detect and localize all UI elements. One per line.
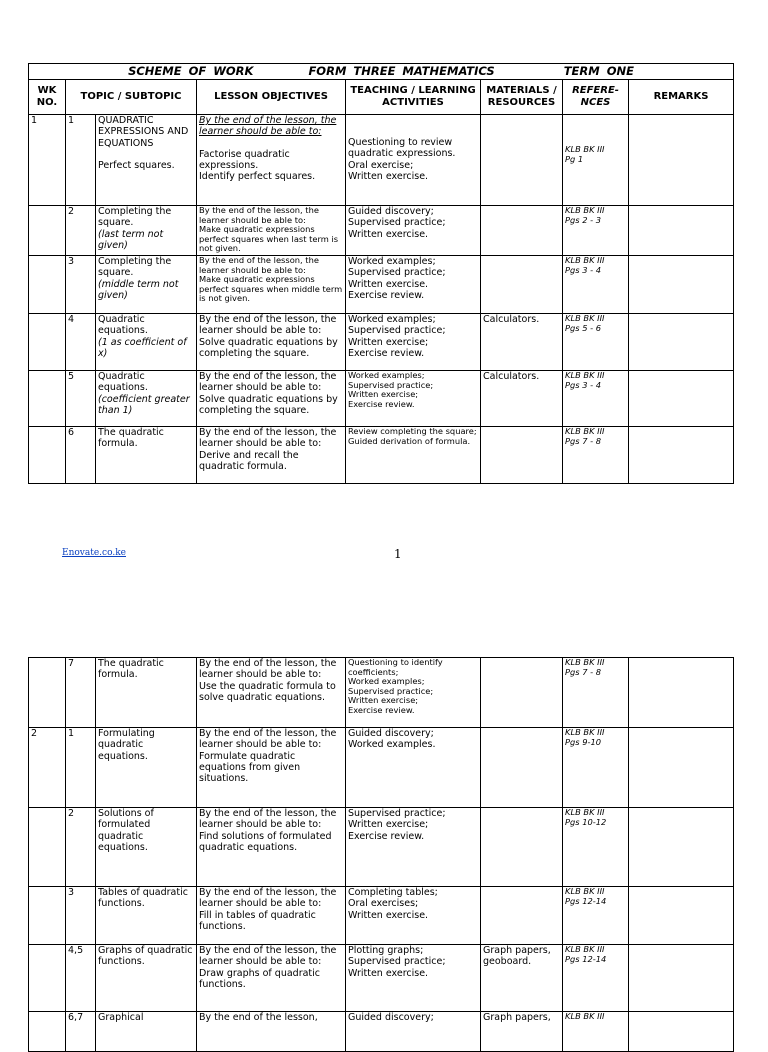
reference-line: KLB BK III (565, 886, 605, 896)
materials-cell (481, 728, 563, 808)
reference-line: Pgs 9-10 (565, 736, 602, 747)
remarks-cell (629, 945, 734, 1012)
remarks-cell (629, 256, 734, 314)
lesson-no-cell: 4,5 (66, 945, 96, 1012)
activity-line: Written exercise. (348, 228, 429, 240)
footer-link[interactable]: Enovate.co.ke (62, 548, 126, 558)
activity-line: Written exercise; (348, 389, 419, 400)
objective-line: By the end of the lesson, the learner should be able to: (199, 427, 337, 450)
reference-cell (563, 658, 629, 728)
remarks-cell (629, 371, 734, 427)
topic-line (98, 149, 194, 160)
reference-line: Pg 1 (565, 153, 584, 164)
topic-note: (coefficient greater than 1) (98, 393, 190, 416)
objective-line: Derive and recall the quadratic formula. (199, 449, 299, 472)
activity-line: Written exercise; (348, 695, 419, 706)
objectives-cell (197, 945, 346, 1012)
activity-line: Supervised practice; (348, 379, 434, 390)
materials-cell (481, 206, 563, 256)
scheme-table-page-2 (28, 657, 734, 1052)
objectives-cell (197, 314, 346, 371)
topic-note: (middle term not given) (98, 278, 179, 301)
topic-line: Completing the square. (98, 256, 172, 279)
week-cell (29, 887, 66, 945)
materials-cell (481, 808, 563, 887)
activity-line: Review completing the square; (348, 426, 477, 436)
objective-line: Formulate quadratic equations from given situations. (199, 750, 301, 785)
activity-line: Supervised practice; (348, 808, 446, 819)
objective-line: By the end of the lesson, the learner should be able to: (199, 205, 319, 225)
title-form: FORM THREE MATHEMATICS (308, 63, 495, 78)
topic-line: QUADRATIC EXPRESSIONS AND EQUATIONS (98, 115, 189, 149)
activity-line: Oral exercise; (348, 159, 414, 171)
objective-line: Make quadratic expressions perfect squares when last term is not given. (199, 224, 339, 254)
activities-cell (346, 206, 481, 256)
reference-line: KLB BK III (565, 313, 605, 323)
reference-line: KLB BK III (565, 1011, 605, 1021)
objectives-cell (197, 256, 346, 314)
topic-note: (1 as coefficient of x) (98, 336, 187, 359)
reference-cell (563, 887, 629, 945)
remarks-cell (629, 314, 734, 371)
activity-line: Questioning to review quadratic expressions. (348, 137, 456, 160)
activity-line: Exercise review. (348, 830, 425, 842)
reference-line: KLB BK III (565, 944, 605, 954)
header-row (29, 80, 734, 115)
objective-line: By the end of the lesson, the learner should be able to: (199, 658, 337, 681)
topic-cell (96, 808, 197, 887)
materials-cell (481, 887, 563, 945)
activities-cell (346, 658, 481, 728)
reference-line: KLB BK III (565, 426, 605, 436)
activity-line: Supervised practice; (348, 325, 446, 337)
week-cell (29, 808, 66, 887)
objective-line: By the end of the lesson, the learner should be able to: (199, 371, 337, 394)
table-row (29, 206, 734, 256)
objective-line: By the end of the lesson, the learner should be able to: (199, 945, 337, 968)
title-scheme: SCHEME OF WORK (128, 63, 254, 78)
reference-line: Pgs 2 - 3 (565, 214, 602, 225)
activities-cell (346, 945, 481, 1012)
week-cell: 1 (29, 115, 66, 206)
col-topic: TOPIC / SUBTOPIC (66, 80, 197, 115)
lesson-no-cell: 7 (66, 658, 96, 728)
topic-cell (96, 728, 197, 808)
week-cell: 2 (29, 728, 66, 808)
remarks-cell (629, 427, 734, 484)
week-cell (29, 427, 66, 484)
objectives-intro: By the end of the lesson, the learner should be able to: (199, 115, 337, 138)
topic-line: Quadratic equations. (98, 371, 148, 394)
table-row (29, 427, 734, 484)
remarks-cell (629, 206, 734, 256)
activity-line: Written exercise; (348, 819, 429, 831)
activity-line: Worked examples; (348, 370, 425, 380)
activity-line: Written exercise. (348, 278, 429, 290)
topic-cell (96, 427, 197, 484)
objectives-cell (197, 887, 346, 945)
topic-cell (96, 256, 197, 314)
reference-cell (563, 206, 629, 256)
activities-cell (346, 115, 481, 206)
topic-cell (96, 658, 197, 728)
week-cell (29, 371, 66, 427)
reference-line: KLB BK III (565, 657, 605, 667)
reference-line: Pgs 3 - 4 (565, 264, 602, 275)
table-row (29, 728, 734, 808)
col-remarks: REMARKS (629, 80, 734, 115)
col-activities: TEACHING / LEARNING ACTIVITIES (346, 80, 481, 115)
table-row (29, 256, 734, 314)
objectives-cell (197, 115, 346, 206)
col-week: WK NO. (29, 80, 66, 115)
reference-line: Pgs 3 - 4 (565, 379, 602, 390)
activities-cell (346, 728, 481, 808)
reference-cell (563, 1012, 629, 1052)
materials-cell (481, 115, 563, 206)
objective-line: Fill in tables of quadratic functions. (199, 909, 316, 932)
objective-line (199, 138, 343, 149)
reference-cell (563, 808, 629, 887)
reference-line: Pgs 12-14 (565, 895, 607, 906)
remarks-cell (629, 1012, 734, 1052)
activity-line: Written exercise; (348, 336, 429, 348)
activity-line: Worked examples; (348, 676, 425, 687)
activity-line: Questioning to identify coefficients; (348, 657, 443, 677)
reference-line: KLB BK III (565, 370, 605, 380)
activity-line: Supervised practice; (348, 685, 434, 696)
objectives-cell (197, 728, 346, 808)
activity-line: Completing tables; (348, 887, 438, 898)
reference-line: Pgs 7 - 8 (565, 666, 602, 677)
title-term: TERM ONE (563, 63, 634, 78)
lesson-no-cell: 2 (66, 808, 96, 887)
activities-cell (346, 808, 481, 887)
week-cell (29, 658, 66, 728)
lesson-no-cell: 6,7 (66, 1012, 96, 1052)
materials-cell: Graph papers, (481, 1012, 563, 1052)
table-row (29, 115, 734, 206)
title-row (29, 64, 734, 80)
topic-line: Graphical (98, 1012, 144, 1023)
objective-line: Draw graphs of quadratic functions. (199, 967, 321, 990)
objective-line: By the end of the lesson, the learner should be able to: (199, 887, 337, 910)
lesson-no-cell: 3 (66, 256, 96, 314)
activity-line: Exercise review. (348, 347, 425, 359)
topic-line: Formulating quadratic equations. (98, 728, 155, 762)
table-row (29, 945, 734, 1012)
topic-line: Solutions of formulated quadratic equations. (98, 808, 154, 853)
col-materials: MATERIALS / RESOURCES (481, 80, 563, 115)
topic-cell (96, 314, 197, 371)
table-row (29, 808, 734, 887)
topic-cell (96, 206, 197, 256)
lesson-no-cell: 6 (66, 427, 96, 484)
activity-line: Supervised practice; (348, 267, 446, 279)
topic-line: Completing the square. (98, 206, 172, 229)
objective-line: Solve quadratic equations by completing the square. (199, 336, 338, 359)
reference-line: KLB BK III (565, 727, 605, 737)
activity-line (348, 115, 478, 137)
col-references: REFERE-NCES (563, 80, 629, 115)
reference-cell (563, 115, 629, 206)
remarks-cell (629, 808, 734, 887)
activity-line: Guided derivation of formula. (348, 435, 471, 446)
objectives-cell (197, 206, 346, 256)
activity-line: Exercise review. (348, 289, 425, 301)
topic-cell (96, 945, 197, 1012)
reference-line: KLB BK III (565, 144, 605, 154)
reference-cell (563, 945, 629, 1012)
objectives-cell (197, 658, 346, 728)
activity-line: Exercise review. (348, 398, 415, 409)
reference-cell (563, 728, 629, 808)
table-row (29, 371, 734, 427)
objectives-cell (197, 808, 346, 887)
activities-cell (346, 427, 481, 484)
reference-line: Pgs 5 - 6 (565, 322, 602, 333)
topic-line: Quadratic equations. (98, 314, 148, 337)
table-row (29, 314, 734, 371)
week-cell (29, 1012, 66, 1052)
activity-line: Exercise review. (348, 704, 415, 715)
materials-cell (481, 658, 563, 728)
reference-cell (563, 371, 629, 427)
activities-cell (346, 371, 481, 427)
objective-line: Find solutions of formulated quadratic equations. (199, 830, 332, 853)
objective-line: By the end of the lesson, the learner should be able to: (199, 314, 337, 337)
activity-line: Guided discovery; (348, 728, 434, 739)
table-row (29, 887, 734, 945)
activity-line: Written exercise. (348, 170, 429, 182)
objective-line: By the end of the lesson, the learner should be able to: (199, 728, 337, 751)
col-objectives: LESSON OBJECTIVES (197, 80, 346, 115)
topic-cell (96, 887, 197, 945)
activities-cell (346, 314, 481, 371)
activities-cell (346, 887, 481, 945)
activity-line: Worked examples; (348, 256, 436, 267)
remarks-cell (629, 658, 734, 728)
lesson-no-cell: 3 (66, 887, 96, 945)
scheme-table-page-1 (28, 63, 734, 484)
lesson-no-cell: 1 (66, 115, 96, 206)
remarks-cell (629, 728, 734, 808)
objectives-cell (197, 371, 346, 427)
reference-cell (563, 256, 629, 314)
activity-line: Worked examples. (348, 739, 436, 751)
activity-line: Written exercise. (348, 909, 429, 921)
reference-line (565, 115, 626, 145)
objective-line: Make quadratic expressions perfect squares when middle term is not given. (199, 274, 343, 304)
lesson-no-cell: 2 (66, 206, 96, 256)
objective-line: By the end of the lesson, the learner should be able to: (199, 255, 319, 275)
objective-line: Use the quadratic formula to solve quadratic equations. (199, 680, 336, 703)
objective-line: Factorise quadratic expressions. (199, 148, 290, 171)
lesson-no-cell: 4 (66, 314, 96, 371)
topic-cell (96, 1012, 197, 1052)
remarks-cell (629, 887, 734, 945)
page-number: 1 (394, 547, 402, 561)
reference-line: Pgs 12-14 (565, 953, 607, 964)
materials-cell: Calculators. (481, 371, 563, 427)
table-row (29, 658, 734, 728)
reference-line: KLB BK III (565, 255, 605, 265)
activity-line: Guided discovery; (348, 206, 434, 217)
objectives-cell (197, 1012, 346, 1052)
objectives-cell (197, 427, 346, 484)
materials-cell (481, 427, 563, 484)
reference-line: Pgs 10-12 (565, 816, 607, 827)
topic-line: Perfect squares. (98, 159, 175, 171)
objective-line: By the end of the lesson, the learner should be able to: (199, 808, 337, 831)
topic-line: Tables of quadratic functions. (98, 887, 188, 910)
week-cell (29, 256, 66, 314)
week-cell (29, 945, 66, 1012)
week-cell (29, 206, 66, 256)
activities-cell (346, 256, 481, 314)
activity-line: Guided discovery; (348, 1012, 434, 1023)
table-row (29, 1012, 734, 1052)
reference-line: KLB BK III (565, 205, 605, 215)
objective-line: By the end of the lesson, (199, 1012, 318, 1023)
reference-line: KLB BK III (565, 807, 605, 817)
materials-cell: Calculators. (481, 314, 563, 371)
materials-cell: Graph papers, geoboard. (481, 945, 563, 1012)
reference-cell (563, 427, 629, 484)
lesson-no-cell: 5 (66, 371, 96, 427)
activity-line: Plotting graphs; (348, 945, 424, 956)
week-cell (29, 314, 66, 371)
topic-line: Graphs of quadratic functions. (98, 945, 193, 968)
topic-cell (96, 115, 197, 206)
objective-line: Solve quadratic equations by completing the square. (199, 393, 338, 416)
activity-line: Supervised practice; (348, 956, 446, 968)
activity-line: Worked examples; (348, 314, 436, 325)
topic-line: The quadratic formula. (98, 658, 164, 681)
materials-cell (481, 256, 563, 314)
topic-cell (96, 371, 197, 427)
topic-line: The quadratic formula. (98, 427, 164, 450)
activity-line: Written exercise. (348, 967, 429, 979)
activity-line: Supervised practice; (348, 217, 446, 229)
activity-line: Oral exercises; (348, 898, 419, 910)
reference-line: Pgs 7 - 8 (565, 435, 602, 446)
remarks-cell (629, 115, 734, 206)
lesson-no-cell: 1 (66, 728, 96, 808)
objective-line: Identify perfect squares. (199, 171, 316, 183)
topic-note: (last term not given) (98, 228, 164, 251)
document-title (29, 64, 734, 80)
reference-cell (563, 314, 629, 371)
activities-cell (346, 1012, 481, 1052)
